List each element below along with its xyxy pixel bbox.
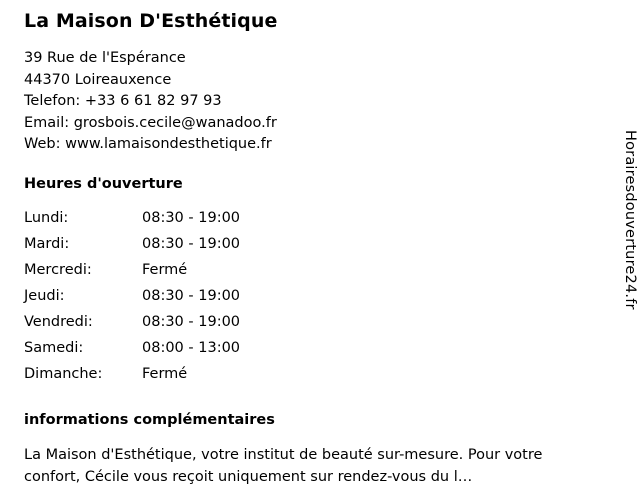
hours-time-value: 08:30 - 19:00 <box>142 235 241 252</box>
hours-time-value: Fermé <box>142 365 188 382</box>
table-row <box>24 234 240 260</box>
additional-info-text: La Maison d'Esthétique, votre institut de beauté sur-mesure. Pour votre confort, Cécile vous reçoit uniquement sur rendez-vous du l… <box>24 446 543 485</box>
hours-time-value: 08:30 - 19:00 <box>142 209 241 226</box>
hours-time-value: 08:30 - 19:00 <box>142 287 241 304</box>
address-street: 39 Rue de l'Espérance <box>24 50 186 66</box>
website-line: Web: www.lamaisondesthetique.fr <box>24 136 272 152</box>
page-title: La Maison D'Esthétique <box>24 10 278 32</box>
hours-time-value: 08:30 - 19:00 <box>142 313 241 330</box>
hours-day-label: Jeudi: <box>24 287 65 304</box>
table-row <box>24 260 240 286</box>
hours-day-label: Vendredi: <box>24 313 93 330</box>
table-row <box>24 364 240 390</box>
additional-info-heading: informations complémentaires <box>24 411 275 428</box>
hours-day-label: Mercredi: <box>24 261 92 278</box>
source-watermark: Horairesdouverture24.fr <box>622 130 638 310</box>
hours-time-value: 08:00 - 13:00 <box>142 339 241 356</box>
table-row <box>24 208 240 234</box>
opening-hours-table <box>24 208 240 390</box>
hours-day-label: Dimanche: <box>24 365 103 382</box>
hours-day-label: Samedi: <box>24 339 84 356</box>
hours-day-label: Lundi: <box>24 209 69 226</box>
table-row <box>24 338 240 364</box>
address-city: 44370 Loireauxence <box>24 71 172 88</box>
business-listing <box>24 8 594 488</box>
hours-day-label: Mardi: <box>24 235 70 252</box>
phone-line: Telefon: +33 6 61 82 97 93 <box>24 93 222 109</box>
table-row <box>24 286 240 312</box>
table-row <box>24 312 240 338</box>
opening-hours-heading: Heures d'ouverture <box>24 175 183 192</box>
email-line: Email: grosbois.cecile@wanadoo.fr <box>24 114 277 131</box>
address-block <box>24 48 594 156</box>
hours-time-value: Fermé <box>142 261 188 278</box>
